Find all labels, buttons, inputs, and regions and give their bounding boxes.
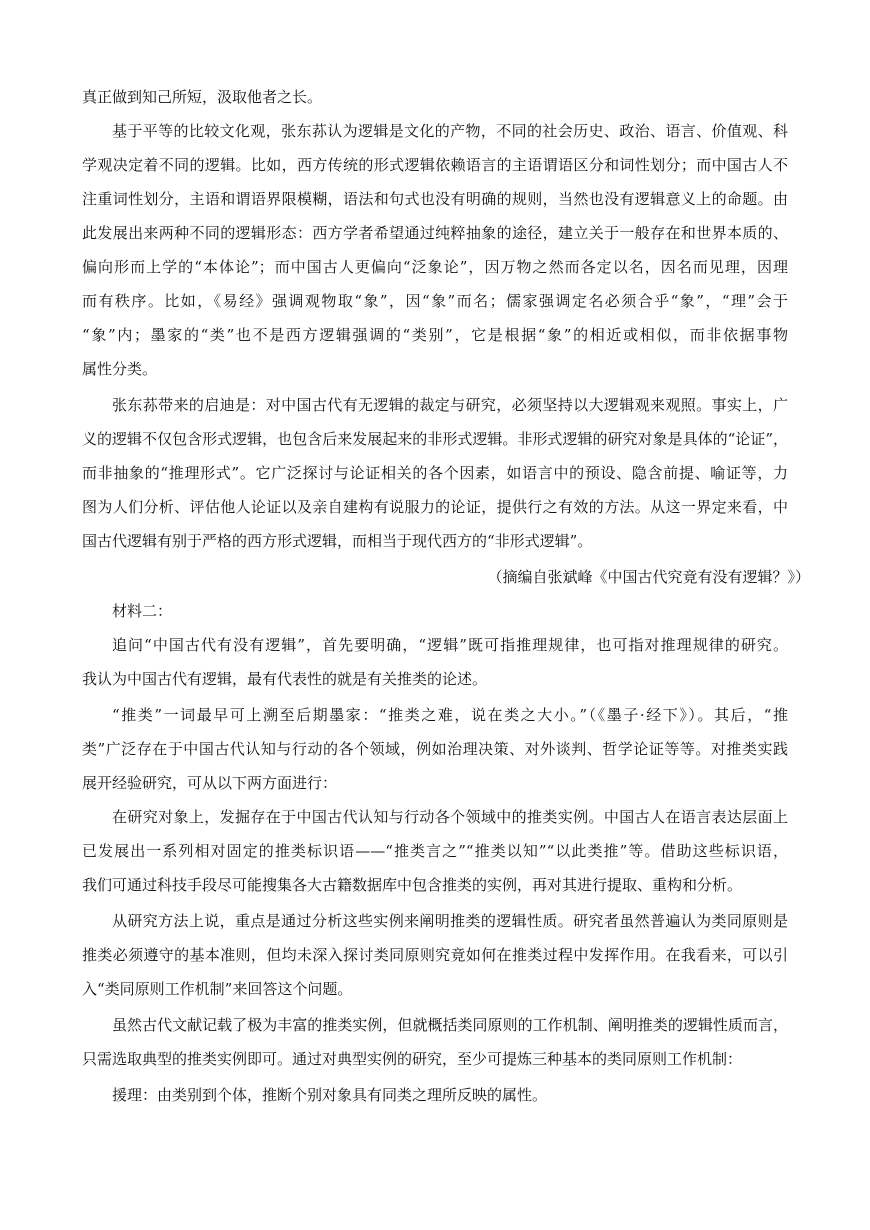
text-line: 我认为中国古代有逻辑，最有代表性的就是有关推类的论述。 [82,670,488,688]
text-line: 类”广泛存在于中国古代认知与行动的各个领域，例如治理决策、对外谈判、哲学论证等等。对推类实践 [82,740,788,758]
text-line: 援理：由类别到个体，推断个别对象具有同类之理所反映的属性。 [112,1086,548,1104]
text-line: 只需选取典型的推类实例即可。通过对典型实例的研究，至少可提炼三种基本的类同原则工作机制： [82,1050,743,1068]
text-line: 基于平等的比较文化观，张东荪认为逻辑是文化的产物，不同的社会历史、政治、语言、价值观、科 [112,122,788,140]
text-line: 展开经验研究，可从以下两方面进行： [82,774,338,792]
text-line: 此发展出来两种不同的逻辑形态：西方学者希望通过纯粹抽象的途径，建立关于一般存在和世界本质的、 [82,224,788,242]
source-citation: （摘编自张斌峰《中国古代究竟有没有逻辑？》） [487,568,810,586]
text-line: “推类”一词最早可上溯至后期墨家：“推类之难，说在类之大小。”（《墨子·经下》）。其后，“推 [112,706,788,724]
text-line: 国古代逻辑有别于严格的西方形式逻辑，而相当于现代西方的“非形式逻辑”。 [82,532,593,550]
text-line: 注重词性划分，主语和谓语界限模糊，语法和句式也没有明确的规则，当然也没有逻辑意义上的命题。由 [82,190,788,208]
text-line: 图为人们分析、评估他人论证以及亲自建构有说服力的论证，提供行之有效的方法。从这一界定来看，中 [82,498,788,516]
text-line: 入“类同原则工作机制”来回答这个问题。 [82,980,353,998]
text-line: 推类必须遵守的基本准则，但均未深入探讨类同原则究竟如何在推类过程中发挥作用。在我看来，可以引 [82,946,788,964]
text-line: 追问“中国古代有没有逻辑”，首先要明确，“逻辑”既可指推理规律，也可指对推理规律的研究。 [112,636,788,654]
text-line: 属性分类。 [82,360,158,378]
text-line: 义的逻辑不仅包含形式逻辑，也包含后来发展起来的非形式逻辑。非形式逻辑的研究对象是具体的“论证”， [82,430,788,448]
text-line: 而有秩序。比如，《易经》强调观物取“象”，因“象”而名；儒家强调定名必须合乎“象”，“理”会于 [82,292,788,310]
text-line: 虽然古代文献记载了极为丰富的推类实例，但就概括类同原则的工作机制、阐明推类的逻辑性质而言， [112,1016,788,1034]
text-line: 张东荪带来的启迪是：对中国古代有无逻辑的裁定与研究，必须坚持以大逻辑观来观照。事实上，广 [112,396,788,414]
text-line: 学观决定着不同的逻辑。比如，西方传统的形式逻辑依赖语言的主语谓语区分和词性划分；而中国古人不 [82,156,788,174]
text-line: 已发展出一系列相对固定的推类标识语——“推类言之”“推类以知”“以此类推”等。借助这些标识语， [82,842,788,860]
text-line: “象”内；墨家的“类”也不是西方逻辑强调的“类别”，它是根据“象”的相近或相似，而非依据事物 [82,326,788,344]
text-line: 而非抽象的“推理形式”。它广泛探讨与论证相关的各个因素，如语言中的预设、隐含前提、喻证等，力 [82,464,788,482]
text-line: 我们可通过科技手段尽可能搜集各大古籍数据库中包含推类的实例，再对其进行提取、重构和分析。 [82,876,743,894]
text-line: 在研究对象上，发掘存在于中国古代认知与行动各个领域中的推类实例。中国古人在语言表达层面上 [112,808,788,826]
section-heading: 材料二： [112,602,173,620]
text-line: 从研究方法上说，重点是通过分析这些实例来阐明推类的逻辑性质。研究者虽然普遍认为类同原则是 [112,912,788,930]
text-line: 真正做到知己所短，汲取他者之长。 [82,88,323,106]
text-line: 偏向形而上学的“本体论”；而中国古人更偏向“泛象论”，因万物之然而各定以名，因名而见理，因理 [82,258,788,276]
